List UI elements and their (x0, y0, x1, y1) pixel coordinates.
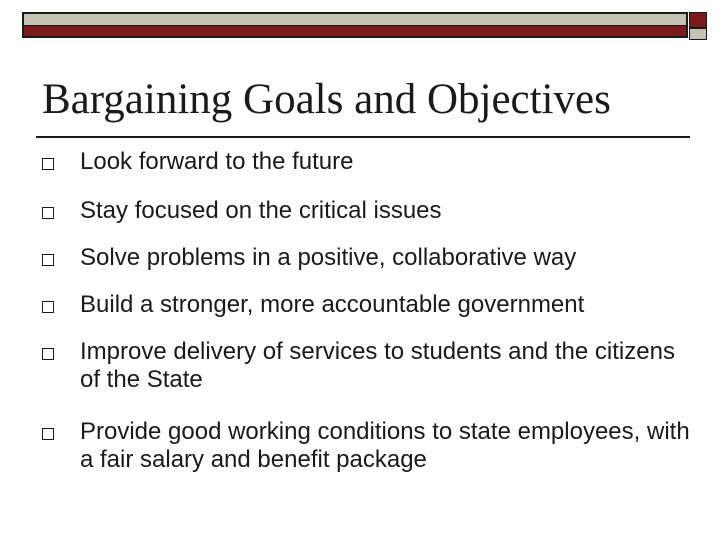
header-decor-band (22, 12, 688, 38)
hollow-square-bullet-icon (42, 207, 54, 219)
hollow-square-bullet-icon (42, 158, 54, 170)
hollow-square-bullet-icon (42, 254, 54, 266)
bullet-text: Stay focused on the critical issues (80, 197, 442, 224)
title-divider (36, 136, 690, 138)
bullet-text: Solve problems in a positive, collaborative way (80, 244, 577, 271)
hollow-square-bullet-icon (42, 428, 54, 440)
hollow-square-bullet-icon (42, 301, 54, 313)
header-corner-squares (689, 12, 707, 38)
corner-square-maroon (689, 12, 707, 28)
bullet-text: Improve delivery of services to students and the citizens of the State (80, 338, 675, 393)
bullet-text: Build a stronger, more accountable government (80, 291, 585, 318)
header-maroon-strip (24, 25, 686, 36)
hollow-square-bullet-icon (42, 348, 54, 360)
corner-square-tan (689, 28, 707, 40)
bullet-text: Look forward to the future (80, 148, 354, 175)
slide-title: Bargaining Goals and Objectives (42, 76, 611, 123)
bullet-text: Provide good working conditions to state employees, with a fair salary and benefit package (80, 418, 690, 473)
